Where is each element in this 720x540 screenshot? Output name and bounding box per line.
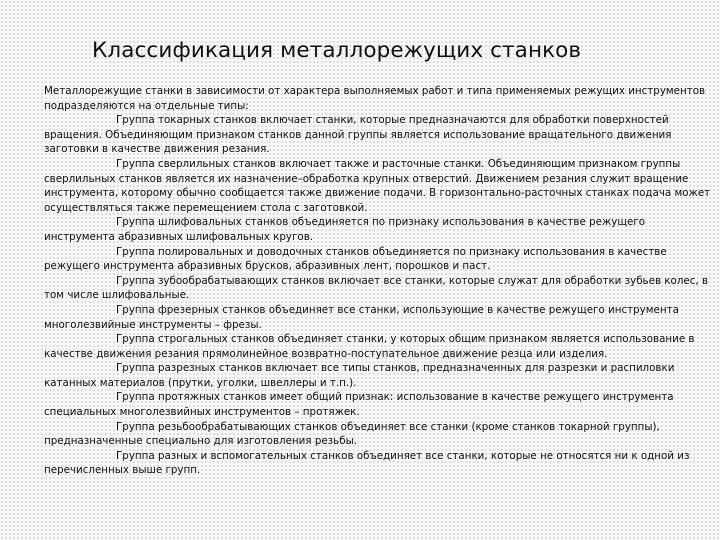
paragraph-polishing-group: Группа полировальных и доводочных станков объединяется по признаку использования в качестве режущего инструмента абразивных брусков, абразивных лент, порошков и паст. [44,245,667,273]
intro-paragraph: Металлорежущие станки в зависимости от характера выполняемых работ и типа применяемых режущих инструментов подразделяются на отдельные типы: [44,85,706,112]
slide-body [44,84,712,478]
slide-title: Классификация металлорежущих станков [92,38,582,63]
paragraph-planing-group: Группа строгальных станков объединяет станки, у которых общим признаком является использование в качестве движения резания прямолинейное возвратно-поступательное движение резца или изделия. [44,333,695,360]
paragraph-misc-group: Группа разных и вспомогательных станков объединяет все станки, которые не относятся ни к одной из перечисленных выше групп. [44,449,690,477]
paragraph-broaching-group: Группа протяжных станков имеет общий признак: использование в качестве режущего инструмента специальных многолезвийных инструментов – протяжек. [44,391,674,419]
paragraph-lathe-group: Группа токарных станков включает станки, которые предназначаются для обработки поверхностей вращения. Объединяющим признаком станков данной группы является использование вращательного движения заготовки в качестве движения резания. [44,114,672,156]
paragraph-drilling-group: Группа сверлильных станков включает также и расточные станки. Объединяющим признаком группы сверлильных станков является их назначение–обработка крупных отверстий. Движением резания служит вращение инструмента, которому обычно сообщается также движение подачи. В горизонтально-расточных станках подача может осуществляться также перемещением стола с заготовкой. [44,157,711,214]
paragraph-grinding-group: Группа шлифовальных станков объединяется по признаку использования в качестве режущего инструмента абразивных шлифовальных кругов. [44,216,646,243]
paragraph-threading-group: Группа резьбообрабатывающих станков объединяет все станки (кроме станков токарной группы), предназначенные специально для изготовления резьбы. [44,420,660,448]
paragraph-cutting-off-group: Группа разрезных станков включает все типы станков, предназначенных для разрезки и распиловки катанных материалов (прутки, уголки, швеллеры и т.п.). [44,362,675,389]
paragraph-gear-cutting-group: Группа зубообрабатывающих станков включает все станки, которые служат для обработки зубьев колес, в том числе шлифовальные. [44,274,709,302]
paragraph-milling-group: Группа фрезерных станков объединяет все станки, использующие в качестве режущего инструмента многолезвийные инструменты – фрезы. [44,303,679,331]
